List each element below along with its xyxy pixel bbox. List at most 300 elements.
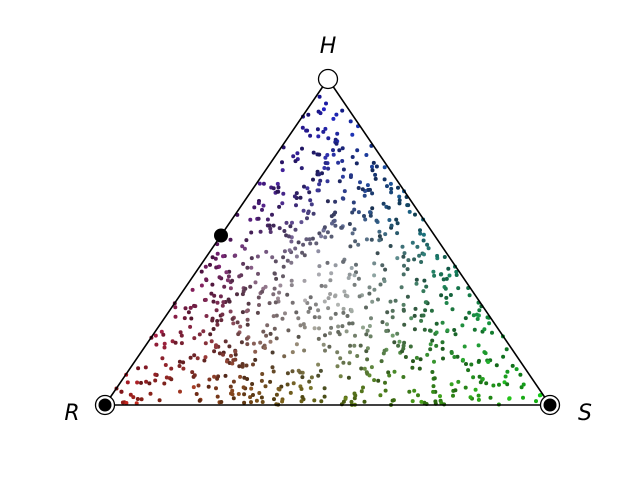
data-point bbox=[144, 365, 148, 369]
data-point bbox=[423, 308, 427, 312]
data-point bbox=[504, 375, 508, 379]
data-point bbox=[333, 219, 337, 223]
data-point bbox=[363, 400, 367, 404]
data-point bbox=[402, 264, 406, 268]
data-point bbox=[377, 238, 381, 242]
data-point bbox=[214, 386, 218, 390]
vertex-ring-top bbox=[319, 70, 338, 89]
data-point bbox=[368, 324, 372, 328]
data-point bbox=[264, 384, 268, 388]
data-point bbox=[163, 346, 167, 350]
data-point bbox=[407, 390, 411, 394]
data-point bbox=[415, 245, 419, 249]
data-point bbox=[300, 147, 304, 151]
data-point bbox=[253, 350, 257, 354]
data-point bbox=[169, 377, 173, 381]
data-point bbox=[289, 261, 293, 265]
data-point bbox=[179, 330, 183, 334]
data-point bbox=[290, 283, 294, 287]
data-point bbox=[401, 255, 405, 259]
data-point bbox=[352, 208, 356, 212]
data-point bbox=[362, 214, 366, 218]
data-point bbox=[261, 400, 265, 404]
data-point bbox=[297, 335, 301, 339]
data-point bbox=[389, 244, 393, 248]
data-point bbox=[323, 386, 327, 390]
data-point bbox=[370, 300, 374, 304]
data-point bbox=[419, 319, 423, 323]
data-point bbox=[293, 247, 297, 251]
data-point bbox=[368, 373, 372, 377]
data-point bbox=[200, 284, 204, 288]
data-point bbox=[350, 309, 354, 313]
data-point bbox=[301, 243, 305, 247]
data-point bbox=[383, 381, 387, 385]
data-point bbox=[158, 398, 162, 402]
data-point bbox=[288, 248, 292, 252]
data-point bbox=[353, 334, 357, 338]
data-point bbox=[340, 159, 344, 163]
data-point bbox=[316, 134, 320, 138]
data-point bbox=[323, 235, 327, 239]
data-point bbox=[198, 332, 202, 336]
data-point bbox=[338, 179, 342, 183]
data-point bbox=[245, 266, 249, 270]
data-point bbox=[268, 301, 272, 305]
data-point bbox=[454, 332, 458, 336]
data-point bbox=[188, 325, 192, 329]
data-point bbox=[257, 303, 261, 307]
data-point bbox=[299, 220, 303, 224]
data-point bbox=[245, 377, 249, 381]
data-point bbox=[478, 375, 482, 379]
data-point bbox=[464, 362, 468, 366]
data-point bbox=[450, 351, 454, 355]
data-point bbox=[255, 399, 259, 403]
data-point bbox=[241, 292, 245, 296]
data-point bbox=[204, 277, 208, 281]
data-point bbox=[331, 117, 335, 121]
data-point bbox=[256, 272, 260, 276]
data-point bbox=[353, 239, 357, 243]
data-point bbox=[413, 314, 417, 318]
data-point bbox=[258, 182, 262, 186]
data-point bbox=[406, 267, 410, 271]
data-point bbox=[273, 271, 277, 275]
data-point bbox=[296, 316, 300, 320]
data-point bbox=[491, 384, 495, 388]
data-point bbox=[241, 310, 245, 314]
data-point bbox=[477, 343, 481, 347]
data-point bbox=[281, 255, 285, 259]
data-point bbox=[472, 313, 476, 317]
data-point bbox=[385, 184, 389, 188]
data-point bbox=[402, 272, 406, 276]
data-point bbox=[365, 357, 369, 361]
data-point bbox=[272, 224, 276, 228]
data-point bbox=[249, 387, 253, 391]
data-point bbox=[460, 323, 464, 327]
data-point bbox=[324, 161, 328, 165]
data-point bbox=[214, 343, 218, 347]
data-point bbox=[221, 254, 225, 258]
edge-marker-0 bbox=[215, 229, 228, 242]
data-point bbox=[372, 273, 376, 277]
data-point bbox=[333, 294, 337, 298]
data-point bbox=[341, 146, 345, 150]
data-point bbox=[248, 285, 252, 289]
data-point bbox=[120, 390, 124, 394]
data-point bbox=[364, 306, 368, 310]
data-point bbox=[163, 342, 167, 346]
data-point bbox=[391, 334, 395, 338]
data-point bbox=[477, 308, 481, 312]
data-point bbox=[444, 296, 448, 300]
vertex-label-right: S bbox=[578, 401, 592, 426]
data-point bbox=[481, 377, 485, 381]
data-point bbox=[439, 293, 443, 297]
data-point bbox=[427, 246, 431, 250]
data-point bbox=[441, 321, 445, 325]
data-point bbox=[275, 393, 279, 397]
data-point bbox=[227, 274, 231, 278]
data-point bbox=[371, 168, 375, 172]
data-point bbox=[368, 188, 372, 192]
data-point bbox=[320, 284, 324, 288]
data-point bbox=[435, 331, 439, 335]
data-point bbox=[287, 234, 291, 238]
data-point bbox=[487, 321, 491, 325]
data-point bbox=[286, 383, 290, 387]
data-point bbox=[308, 198, 312, 202]
data-point bbox=[364, 153, 368, 157]
data-point bbox=[269, 332, 273, 336]
data-point bbox=[204, 355, 208, 359]
data-point bbox=[312, 398, 316, 402]
data-point bbox=[353, 283, 357, 287]
data-point bbox=[348, 273, 352, 277]
data-point bbox=[183, 316, 187, 320]
data-point bbox=[361, 326, 365, 330]
data-point bbox=[383, 165, 387, 169]
data-point bbox=[402, 303, 406, 307]
data-point bbox=[174, 315, 178, 319]
data-point bbox=[149, 392, 153, 396]
data-point bbox=[518, 373, 522, 377]
data-point bbox=[236, 320, 240, 324]
data-point bbox=[363, 367, 367, 371]
data-point bbox=[221, 304, 225, 308]
data-point bbox=[482, 327, 486, 331]
data-point bbox=[395, 231, 399, 235]
data-point bbox=[242, 385, 246, 389]
data-point bbox=[443, 255, 447, 259]
data-point bbox=[291, 154, 295, 158]
data-point bbox=[216, 374, 220, 378]
data-point bbox=[154, 334, 158, 338]
data-point bbox=[249, 231, 253, 235]
data-point bbox=[352, 201, 356, 205]
data-point bbox=[389, 187, 393, 191]
data-point bbox=[214, 266, 218, 270]
data-point bbox=[232, 396, 236, 400]
data-point bbox=[445, 301, 449, 305]
data-point bbox=[422, 279, 426, 283]
data-point bbox=[432, 274, 436, 278]
data-point bbox=[452, 355, 456, 359]
data-point bbox=[135, 381, 139, 385]
vertex-dot-left bbox=[99, 399, 112, 412]
data-point bbox=[366, 329, 370, 333]
data-point bbox=[173, 305, 177, 309]
data-point bbox=[319, 399, 323, 403]
data-point bbox=[382, 202, 386, 206]
data-point bbox=[387, 206, 391, 210]
data-point bbox=[461, 358, 465, 362]
data-point bbox=[277, 205, 281, 209]
data-point bbox=[433, 399, 437, 403]
data-point bbox=[236, 332, 240, 336]
data-point bbox=[348, 244, 352, 248]
data-point bbox=[140, 397, 144, 401]
data-point bbox=[375, 219, 379, 223]
data-point bbox=[196, 356, 200, 360]
data-point bbox=[184, 306, 188, 310]
data-point bbox=[131, 395, 135, 399]
data-point bbox=[438, 394, 442, 398]
data-point bbox=[337, 148, 341, 152]
data-point bbox=[153, 373, 157, 377]
data-point bbox=[285, 293, 289, 297]
data-point bbox=[317, 264, 321, 268]
data-point bbox=[269, 340, 273, 344]
data-point bbox=[323, 349, 327, 353]
data-point bbox=[441, 340, 445, 344]
data-point bbox=[355, 148, 359, 152]
data-point bbox=[258, 341, 262, 345]
data-point bbox=[363, 194, 367, 198]
data-point bbox=[262, 204, 266, 208]
data-point bbox=[490, 331, 494, 335]
data-point bbox=[402, 308, 406, 312]
data-point bbox=[291, 350, 295, 354]
data-point bbox=[395, 332, 399, 336]
data-point bbox=[289, 240, 293, 244]
data-point bbox=[204, 341, 208, 345]
data-point bbox=[358, 294, 362, 298]
data-point bbox=[317, 182, 321, 186]
data-point bbox=[350, 400, 354, 404]
data-point bbox=[231, 317, 235, 321]
data-point bbox=[232, 380, 236, 384]
data-point bbox=[425, 243, 429, 247]
data-point bbox=[508, 396, 512, 400]
data-point bbox=[290, 221, 294, 225]
data-point bbox=[286, 371, 290, 375]
data-point bbox=[309, 386, 313, 390]
data-point bbox=[429, 342, 433, 346]
data-point bbox=[348, 350, 352, 354]
data-point bbox=[317, 153, 321, 157]
data-point bbox=[410, 366, 414, 370]
data-point bbox=[189, 306, 193, 310]
data-point bbox=[336, 303, 340, 307]
data-point bbox=[368, 285, 372, 289]
data-point bbox=[335, 350, 339, 354]
data-point bbox=[385, 322, 389, 326]
data-point bbox=[302, 349, 306, 353]
simplex-triangle bbox=[105, 79, 550, 405]
data-point bbox=[451, 394, 455, 398]
data-point bbox=[348, 344, 352, 348]
data-point bbox=[334, 263, 338, 267]
data-point bbox=[484, 351, 488, 355]
data-point bbox=[256, 311, 260, 315]
data-point bbox=[336, 161, 340, 165]
data-point bbox=[302, 185, 306, 189]
data-point bbox=[257, 296, 261, 300]
data-point bbox=[351, 231, 355, 235]
data-point bbox=[375, 165, 379, 169]
data-point bbox=[387, 218, 391, 222]
data-point bbox=[355, 354, 359, 358]
data-point bbox=[246, 318, 250, 322]
data-point bbox=[358, 180, 362, 184]
data-point bbox=[208, 332, 212, 336]
data-point bbox=[370, 206, 374, 210]
data-point bbox=[409, 316, 413, 320]
data-point bbox=[310, 202, 314, 206]
data-point bbox=[212, 327, 216, 331]
data-point bbox=[277, 387, 281, 391]
data-point bbox=[505, 382, 509, 386]
data-point bbox=[417, 254, 421, 258]
data-point bbox=[280, 400, 284, 404]
data-point bbox=[231, 321, 235, 325]
data-point bbox=[353, 227, 357, 231]
data-point bbox=[391, 399, 395, 403]
data-point bbox=[291, 301, 295, 305]
data-point bbox=[327, 296, 331, 300]
data-point bbox=[326, 136, 330, 140]
data-point bbox=[376, 379, 380, 383]
data-point bbox=[397, 195, 401, 199]
data-point bbox=[319, 234, 323, 238]
data-point bbox=[281, 274, 285, 278]
data-point bbox=[329, 326, 333, 330]
data-point bbox=[316, 308, 320, 312]
data-point bbox=[391, 315, 395, 319]
data-point bbox=[237, 274, 241, 278]
data-point bbox=[373, 173, 377, 177]
data-point bbox=[322, 166, 326, 170]
data-point bbox=[300, 395, 304, 399]
data-point bbox=[402, 341, 406, 345]
data-point bbox=[335, 132, 339, 136]
data-point bbox=[369, 316, 373, 320]
data-point bbox=[272, 370, 276, 374]
data-point bbox=[204, 265, 208, 269]
data-point bbox=[341, 175, 345, 179]
data-point bbox=[323, 225, 327, 229]
data-point bbox=[522, 383, 526, 387]
data-point bbox=[415, 282, 419, 286]
data-point bbox=[349, 173, 353, 177]
data-point bbox=[326, 199, 330, 203]
data-point bbox=[235, 292, 239, 296]
data-point bbox=[229, 286, 233, 290]
data-point bbox=[419, 357, 423, 361]
data-point bbox=[308, 134, 312, 138]
data-point bbox=[366, 183, 370, 187]
data-point bbox=[241, 262, 245, 266]
data-point bbox=[285, 221, 289, 225]
data-point bbox=[448, 274, 452, 278]
data-point bbox=[316, 374, 320, 378]
data-point bbox=[257, 391, 261, 395]
data-point bbox=[333, 200, 337, 204]
data-point bbox=[328, 331, 332, 335]
data-point bbox=[439, 272, 443, 276]
data-point bbox=[195, 392, 199, 396]
data-point bbox=[336, 325, 340, 329]
data-point bbox=[230, 279, 234, 283]
data-point bbox=[389, 190, 393, 194]
data-point bbox=[412, 389, 416, 393]
data-point bbox=[162, 382, 166, 386]
data-point bbox=[398, 198, 402, 202]
data-point bbox=[154, 343, 158, 347]
data-point bbox=[281, 192, 285, 196]
data-point bbox=[477, 398, 481, 402]
data-point bbox=[336, 364, 340, 368]
data-point bbox=[230, 362, 234, 366]
data-point bbox=[357, 277, 361, 281]
data-point bbox=[231, 392, 235, 396]
data-point bbox=[136, 366, 140, 370]
data-point bbox=[257, 201, 261, 205]
data-point bbox=[230, 389, 234, 393]
data-point bbox=[263, 346, 267, 350]
data-point bbox=[364, 332, 368, 336]
data-point bbox=[317, 326, 321, 330]
data-point bbox=[340, 226, 344, 230]
data-point bbox=[307, 380, 311, 384]
data-point bbox=[403, 251, 407, 255]
data-point bbox=[389, 182, 393, 186]
data-point bbox=[349, 119, 353, 123]
data-point bbox=[368, 210, 372, 214]
data-point bbox=[326, 306, 330, 310]
data-point bbox=[471, 375, 475, 379]
data-point bbox=[126, 380, 130, 384]
data-point bbox=[274, 300, 278, 304]
data-point bbox=[339, 374, 343, 378]
data-point bbox=[505, 370, 509, 374]
data-point bbox=[248, 218, 252, 222]
data-point bbox=[396, 344, 400, 348]
data-point bbox=[300, 251, 304, 255]
data-point bbox=[351, 155, 355, 159]
data-point bbox=[180, 341, 184, 345]
data-point bbox=[260, 372, 264, 376]
data-point bbox=[178, 390, 182, 394]
data-point bbox=[421, 289, 425, 293]
data-point bbox=[370, 165, 374, 169]
data-point bbox=[294, 310, 298, 314]
data-point bbox=[271, 351, 275, 355]
data-point bbox=[359, 344, 363, 348]
